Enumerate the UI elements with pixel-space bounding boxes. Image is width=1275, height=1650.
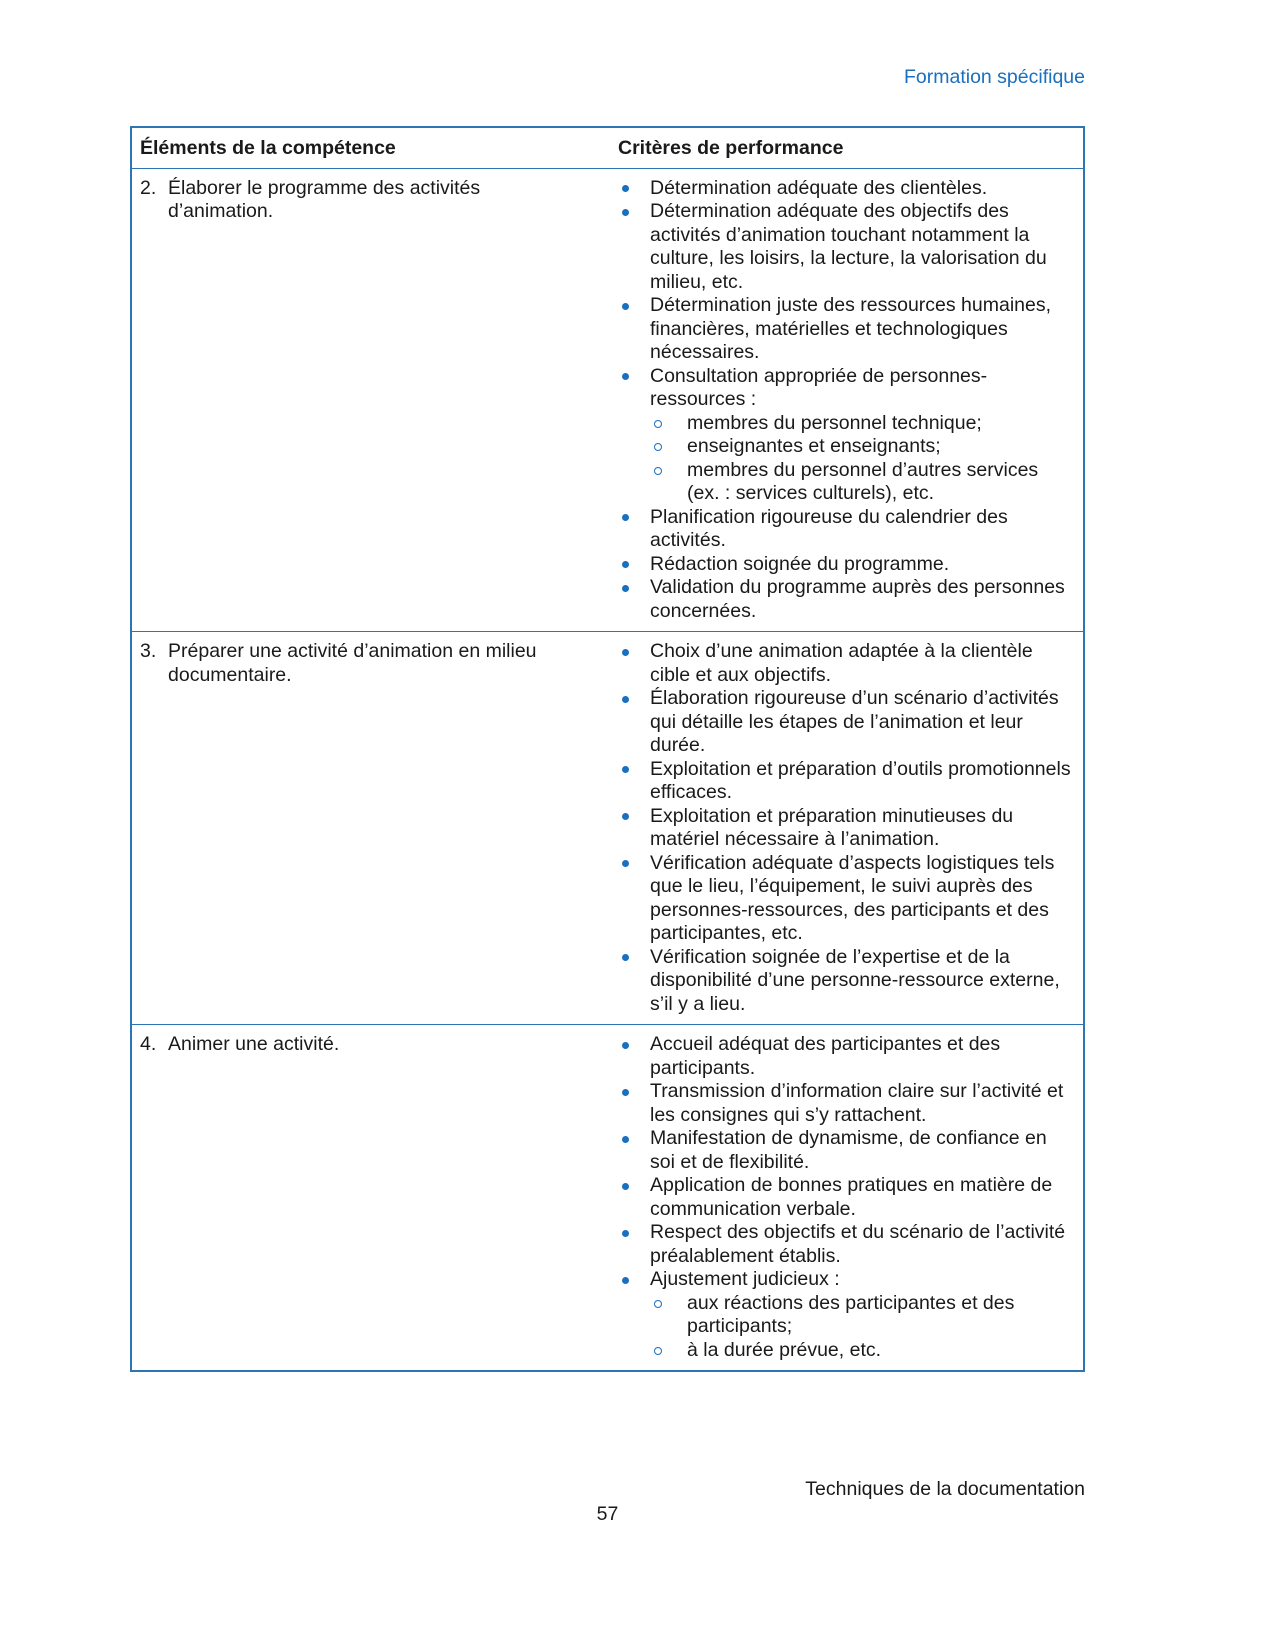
footer-label: Techniques de la documentation [805,1478,1085,1500]
bullet-icon [622,561,629,568]
bullet-icon [622,209,629,216]
bullet-icon [622,1089,629,1096]
criterion-text: Exploitation et préparation minutieuses du matériel nécessaire à l’animation. [650,804,1014,850]
bullet-icon [622,373,629,380]
criterion-item [610,365,1071,506]
criterion-text: Détermination juste des ressources humaines, financières, matérielles et technologiques nécessaires. [650,294,1052,363]
table-header-row [132,128,1083,169]
element-title: Préparer une activité d’animation en milieu documentaire. [168,640,537,686]
element-number: 3. [140,640,157,662]
column-header-elements: Éléments de la compétence [140,137,396,159]
sub-criterion-text: aux réactions des participantes et des participants; [687,1291,1015,1337]
bullet-icon [622,1183,629,1190]
criterion-item [610,1127,1071,1174]
criterion-item [610,640,1071,687]
bullet-icon [622,303,629,310]
criterion-item [610,946,1071,1017]
circle-bullet-icon [654,467,662,475]
criterion-text: Ajustement judicieux : [650,1268,840,1290]
criterion-item [610,294,1071,365]
criteria-list [610,1033,1071,1362]
competence-table [130,126,1085,1372]
element-number: 4. [140,1033,157,1055]
criterion-item [610,177,1071,201]
criterion-item [610,687,1071,758]
criterion-item [610,1174,1071,1221]
criteria-list [610,640,1071,1016]
sub-criterion-item [650,412,1071,436]
bullet-icon [622,1277,629,1284]
criteria-cell [610,632,1083,1024]
element-cell [132,169,610,632]
bullet-icon [622,696,629,703]
criterion-text: Choix d’une animation adaptée à la clientèle cible et aux objectifs. [650,640,1033,686]
criterion-text: Consultation appropriée de personnes-ressources : [650,364,988,410]
sub-criterion-item [650,459,1071,506]
sub-criterion-text: à la durée prévue, etc. [687,1338,882,1361]
bullet-icon [622,954,629,961]
criterion-text: Application de bonnes pratiques en matière de communication verbale. [650,1174,1053,1220]
bullet-icon [622,1230,629,1237]
sub-criterion-text: enseignantes et enseignants; [687,435,941,457]
table-body [132,169,1083,1371]
criterion-text: Vérification adéquate d’aspects logistiques tels que le lieu, l’équipement, le suivi auprès des personnes-ressources, des participants et des participantes, etc. [650,851,1055,944]
column-header-criteria: Critères de performance [618,137,844,159]
criterion-item [610,1080,1071,1127]
criterion-item [610,506,1071,553]
bullet-icon [622,1042,629,1049]
criterion-text: Rédaction soignée du programme. [650,552,950,575]
page-header-label: Formation spécifique [903,66,1085,88]
element-title: Élaborer le programme des activités d’animation. [168,176,481,222]
element-cell [132,1025,610,1370]
bullet-icon [622,649,629,656]
sub-criterion-text: membres du personnel technique; [687,411,982,434]
criterion-item [610,1221,1071,1268]
sub-criteria-list [650,412,1071,506]
bullet-icon [622,813,629,820]
criterion-item [610,1268,1071,1362]
criterion-text: Détermination adéquate des clientèles. [650,176,988,199]
sub-criteria-list [650,1292,1071,1363]
criterion-text: Accueil adéquat des participantes et des participants. [650,1033,1001,1079]
criterion-item [610,553,1071,577]
criterion-text: Élaboration rigoureuse d’un scénario d’activités qui détaille les étapes de l’animation et leur durée. [650,687,1059,756]
table-row [132,1024,1083,1370]
criteria-cell [610,1025,1083,1370]
criterion-item [610,1033,1071,1080]
bullet-icon [622,766,629,773]
criteria-list [610,177,1071,624]
criterion-text: Manifestation de dynamisme, de confiance en soi et de flexibilité. [650,1127,1047,1173]
criterion-text: Vérification soignée de l’expertise et de la disponibilité d’une personne-ressource externe, s’il y a lieu. [650,945,1060,1015]
bullet-icon [622,185,629,192]
table-row [132,169,1083,632]
sub-criterion-text: membres du personnel d’autres services (ex. : services culturels), etc. [687,458,1039,504]
criterion-text: Validation du programme auprès des personnes concernées. [650,576,1065,622]
criterion-item [610,852,1071,946]
page-number: 57 [596,1503,619,1525]
criteria-cell [610,169,1083,632]
criterion-item [610,805,1071,852]
sub-criterion-item [650,1339,1071,1363]
circle-bullet-icon [654,420,662,428]
criterion-text: Planification rigoureuse du calendrier des activités. [650,505,1008,551]
criterion-text: Respect des objectifs et du scénario de l’activité préalablement établis. [650,1221,1066,1267]
sub-criterion-item [650,435,1071,459]
criterion-item [610,758,1071,805]
bullet-icon [622,860,629,867]
bullet-icon [622,585,629,592]
element-cell [132,632,610,1024]
criterion-item [610,200,1071,294]
circle-bullet-icon [654,443,662,451]
bullet-icon [622,514,629,521]
table-row [132,631,1083,1024]
element-title: Animer une activité. [168,1033,340,1055]
element-number: 2. [140,176,157,199]
criterion-text: Détermination adéquate des objectifs des activités d’animation touchant notamment la culture, les loisirs, la lecture, la valorisation du milieu, etc. [650,200,1047,293]
circle-bullet-icon [654,1300,662,1308]
sub-criterion-item [650,1292,1071,1339]
circle-bullet-icon [654,1347,662,1355]
bullet-icon [622,1136,629,1143]
criterion-item [610,576,1071,623]
criterion-text: Exploitation et préparation d’outils promotionnels efficaces. [650,757,1071,803]
criterion-text: Transmission d’information claire sur l’activité et les consignes qui s’y rattachent. [650,1080,1064,1126]
